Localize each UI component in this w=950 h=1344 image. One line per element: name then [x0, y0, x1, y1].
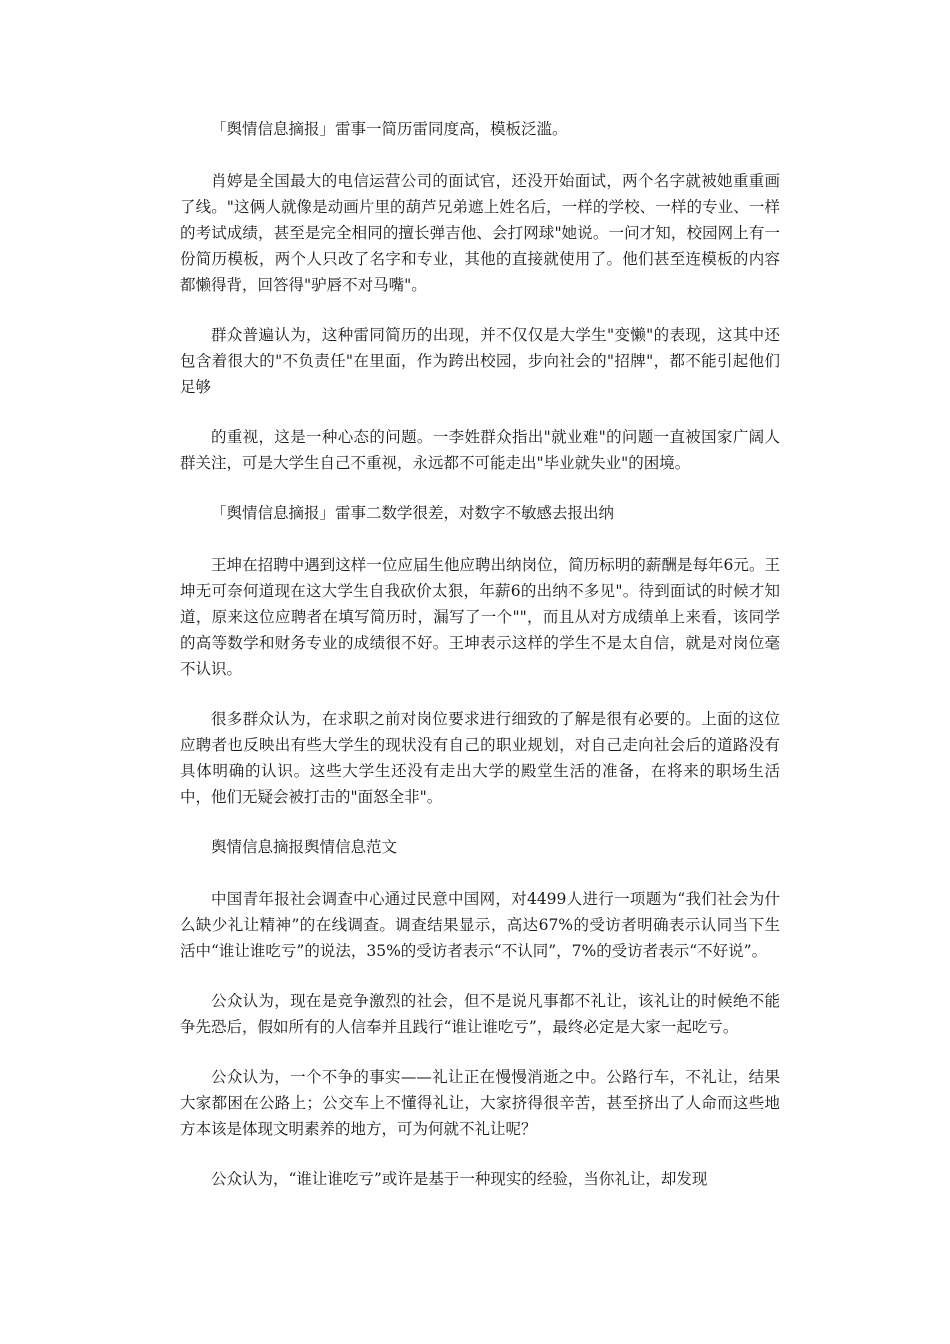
document-body — [180, 116, 780, 1216]
section-heading-3: 舆情信息摘报舆情信息范文 — [211, 838, 398, 856]
paragraph-6: 中国青年报社会调查中心通过民意中国网，对4499人进行一项题为“我们社会为什么缺少礼让精神”的在线调查。调查结果显示，高达67%的受访者明确表示认同当下生活中“谁让谁吃亏”的说法，35%的受访者表示“不认同”，7%的受访者表示“不好说”。 — [180, 890, 780, 960]
paragraph-5: 很多群众认为，在求职之前对岗位要求进行细致的了解是很有必要的。上面的这位应聘者也反映出有些大学生的现状没有自己的职业规划，对自己走向社会后的道路没有具体明确的认识。这些大学生还没有走出大学的殿堂生活的准备，在将来的职场生活中，他们无疑会被打击的"面怒全非"。 — [180, 710, 780, 806]
paragraph-8: 公众认为，一个不争的事实——礼让正在慢慢消逝之中。公路行车，不礼让，结果大家都困在公路上；公交车上不懂得礼让，大家挤得很辛苦，甚至挤出了人命而这些地方本该是体现文明素养的地方，可为何就不礼让呢？ — [180, 1068, 780, 1138]
paragraph-2: 群众普遍认为，这种雷同简历的出现，并不仅仅是大学生"变懒"的表现，这其中还包含着很大的"不负责任"在里面，作为跨出校园，步向社会的"招牌"，都不能引起他们足够 — [180, 326, 780, 396]
section-heading-2: 「舆情信息摘报」雷事二数学很差，对数字不敏感去报出纳 — [211, 504, 615, 522]
section-heading-1: 「舆情信息摘报」雷事一简历雷同度高，模板泛滥。 — [211, 120, 568, 138]
paragraph-1: 肖婷是全国最大的电信运营公司的面试官，还没开始面试，两个名字就被她重重画了线。"这俩人就像是动画片里的葫芦兄弟遮上姓名后，一样的学校、一样的专业、一样的考试成绩，甚至是完全相同的擅长弹吉他、会打网球"她说。一问才知，校园网上有一份简历模板，两个人只改了名字和专业，其他的直接就使用了。他们甚至连模板的内容都懒得背，回答得"驴唇不对马嘴"。 — [180, 172, 780, 294]
paragraph-3: 的重视，这是一种心态的问题。一李姓群众指出"就业难"的问题一直被国家广阔人群关注，可是大学生自己不重视，永远都不可能走出"毕业就失业"的困境。 — [180, 428, 780, 472]
paragraph-9: 公众认为，“谁让谁吃亏”或许是基于一种现实的经验，当你礼让，却发现 — [211, 1170, 708, 1188]
paragraph-7: 公众认为，现在是竞争激烈的社会，但不是说凡事都不礼让，该礼让的时候绝不能争先恐后，假如所有的人信奉并且践行“谁让谁吃亏”，最终必定是大家一起吃亏。 — [180, 992, 780, 1036]
paragraph-4: 王坤在招聘中遇到这样一位应届生他应聘出纳岗位，简历标明的薪酬是每年6元。王坤无可奈何道现在这大学生自我砍价太狠，年薪6的出纳不多见"。待到面试的时候才知道，原来这位应聘者在填写简历时，漏写了一个""，而且从对方成绩单上来看，该同学的高等数学和财务专业的成绩很不好。王坤表示这样的学生不是太自信，就是对岗位毫不认识。 — [180, 556, 780, 678]
